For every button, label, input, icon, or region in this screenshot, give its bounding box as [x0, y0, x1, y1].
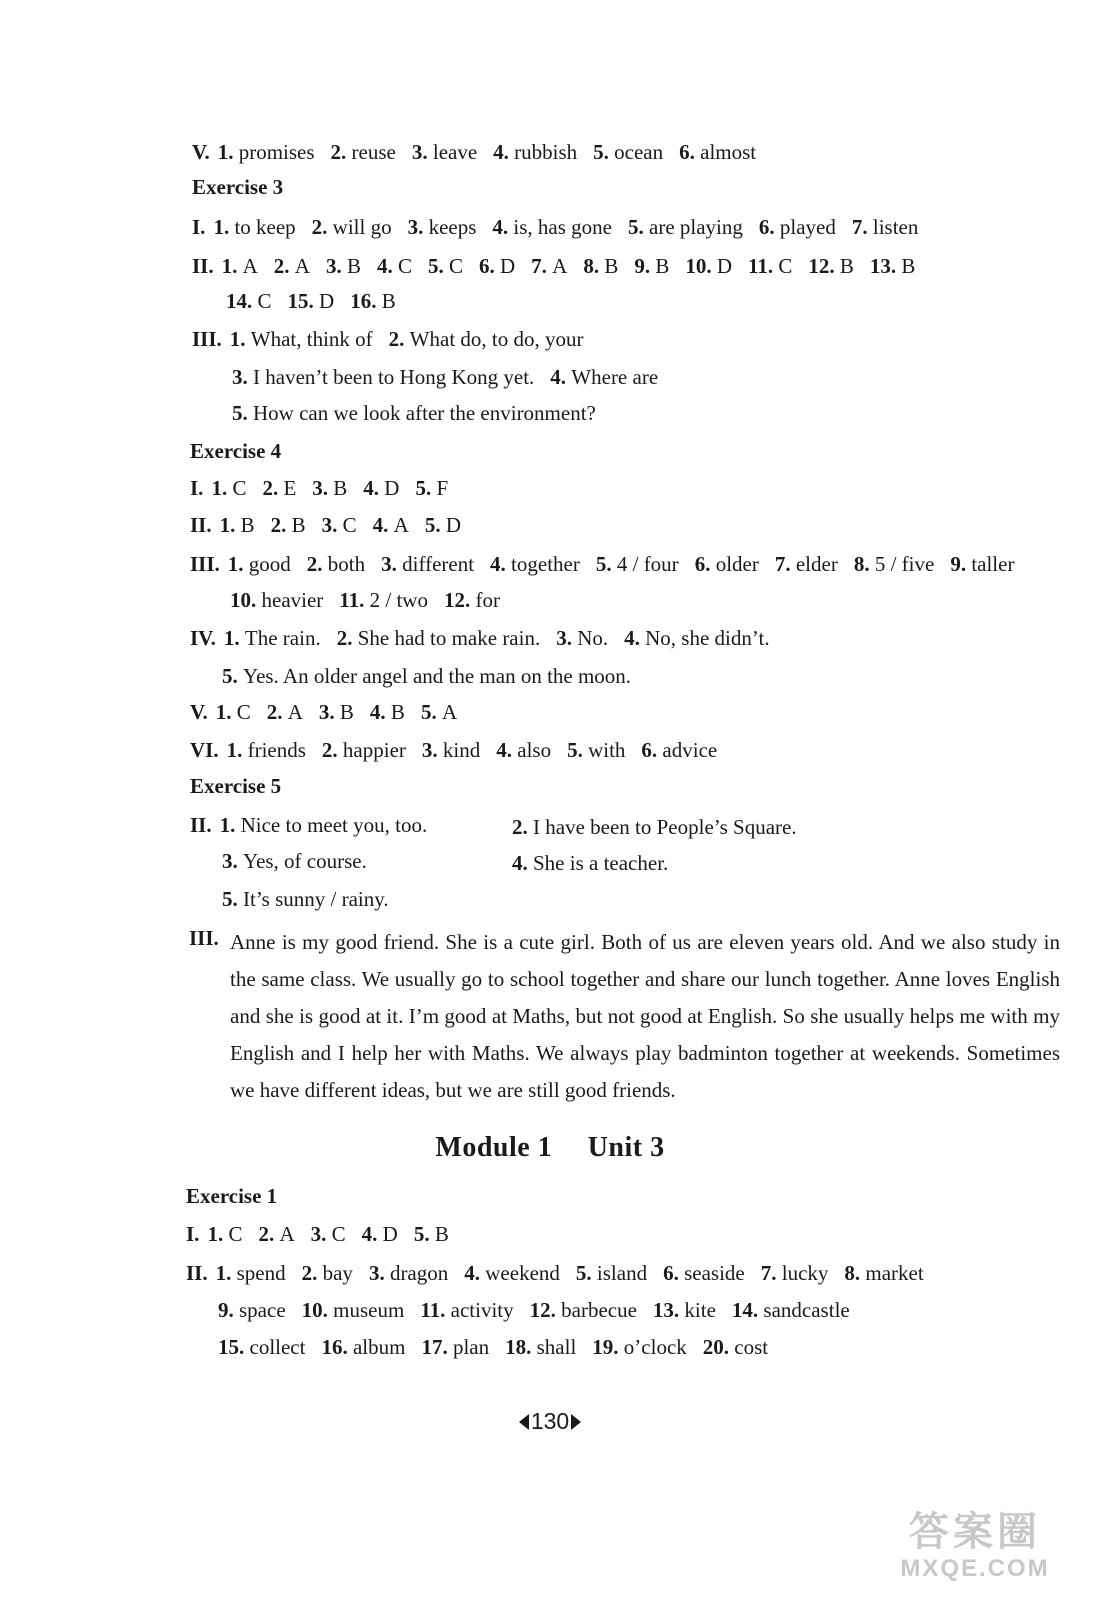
page-number-text: 130 — [530, 1408, 570, 1434]
answer-item: 2. reuse — [330, 140, 396, 164]
answer-line — [218, 1333, 784, 1361]
answer-item: 13. B — [869, 254, 916, 278]
answer-item: 9. B — [634, 254, 670, 278]
answer-item: 1. friends — [226, 738, 306, 762]
answer-line — [222, 847, 383, 875]
unit-title: Unit 3 — [587, 1132, 665, 1163]
module-heading — [0, 1132, 1100, 1164]
answer-item: 5. It’s sunny / rainy. — [222, 887, 389, 911]
right-triangle-icon — [571, 1414, 581, 1430]
answer-line — [190, 811, 443, 839]
answer-item: 1. spend — [215, 1261, 286, 1285]
answer-line — [190, 550, 1030, 578]
watermark-logo-text: 答案圈 — [909, 1510, 1041, 1554]
answer-item: 1. good — [227, 552, 291, 576]
answer-item: 2. B — [270, 513, 306, 537]
section-roman-numeral: IV. — [190, 626, 216, 650]
answer-item: 1. to keep — [213, 215, 296, 239]
exercise-heading: Exercise 5 — [190, 774, 282, 798]
answer-item: 12. for — [443, 588, 500, 612]
answer-item: 4. D — [363, 476, 400, 500]
answer-item: 15. collect — [218, 1335, 306, 1359]
section-roman-numeral: III. — [189, 926, 219, 950]
page-number — [0, 1408, 1100, 1435]
answer-item: 13. kite — [652, 1298, 716, 1322]
answer-item: 2. both — [306, 552, 366, 576]
answer-item: 1. C — [211, 476, 247, 500]
section-roman-numeral: III. — [190, 552, 220, 576]
answer-item: 1. A — [221, 254, 258, 278]
answer-item: 8. 5 / five — [853, 552, 935, 576]
model-essay-paragraph: Anne is my good friend. She is a cute girl. Both of us are eleven years old. And we also study in the same class. We usually go to school together and share our lunch together. Anne loves English and she is good at it. I’m good at Maths, but not good at English. So she usually helps me with my English and I help her with Maths. We always play badminton together at weekends. Sometimes we have different ideas, but we are still good friends. — [230, 930, 1060, 1102]
section-roman-numeral: VI. — [190, 738, 219, 762]
answer-item: 2. will go — [311, 215, 392, 239]
answer-item: 1. What, think of — [229, 327, 373, 351]
answer-item: 7. listen — [851, 215, 919, 239]
answer-item: 3. I haven’t been to Hong Kong yet. — [232, 365, 535, 389]
answer-item: 2. happier — [321, 738, 406, 762]
answer-item: 6. almost — [679, 140, 757, 164]
answer-item: 2. I have been to People’s Square. — [512, 815, 797, 839]
answer-item: 4. weekend — [464, 1261, 560, 1285]
answer-item: 2. bay — [301, 1261, 353, 1285]
answer-line — [218, 1296, 866, 1324]
answer-line — [512, 849, 684, 877]
answer-item: 3. C — [310, 1222, 346, 1246]
answer-item: 4. rubbish — [493, 140, 578, 164]
answer-item: 5. How can we look after the environment? — [232, 401, 596, 425]
section-roman-numeral: II. — [190, 813, 212, 837]
answer-item: 1. B — [219, 513, 255, 537]
answer-line — [186, 1259, 940, 1287]
answer-item: 9. space — [218, 1298, 286, 1322]
answer-item: 11. 2 / two — [339, 588, 428, 612]
answer-item: 16. B — [350, 289, 396, 313]
section-roman-numeral: I. — [186, 1222, 200, 1246]
answer-line — [192, 325, 599, 353]
answer-item: 4. She is a teacher. — [512, 851, 669, 875]
answer-item: 4. C — [376, 254, 412, 278]
answer-line — [186, 1220, 465, 1248]
answer-item: 9. taller — [950, 552, 1015, 576]
section-roman-numeral: V. — [192, 140, 210, 164]
answer-item: 3. B — [312, 476, 348, 500]
answer-item: 11. activity — [420, 1298, 514, 1322]
answer-item: 5. Yes. An older angel and the man on the moon. — [222, 664, 632, 688]
answer-line — [190, 736, 733, 764]
answer-item: 6. D — [479, 254, 516, 278]
answer-item: 2. She had to make rain. — [336, 626, 541, 650]
answer-line — [190, 511, 477, 539]
answer-item: 16. album — [321, 1335, 406, 1359]
answer-item: 5. A — [420, 700, 458, 724]
answer-line — [190, 698, 473, 726]
answer-item: 3. No. — [556, 626, 609, 650]
answer-item: 2. E — [262, 476, 297, 500]
answer-item: 3. B — [318, 700, 354, 724]
section-roman-numeral: I. — [190, 476, 204, 500]
answer-item: 3. different — [381, 552, 475, 576]
answer-item: 17. plan — [421, 1335, 490, 1359]
answer-item: 12. B — [808, 254, 854, 278]
answer-line — [192, 252, 931, 280]
answer-item: 4. No, she didn’t. — [624, 626, 770, 650]
answer-item: 5. ocean — [593, 140, 664, 164]
answer-item: 3. keeps — [407, 215, 477, 239]
answer-line — [512, 813, 813, 841]
answer-line — [232, 363, 674, 391]
section-roman-numeral: I. — [192, 215, 206, 239]
answer-item: 2. What do, to do, your — [388, 327, 584, 351]
answer-item: 5. C — [427, 254, 463, 278]
answer-item: 5. B — [413, 1222, 449, 1246]
answer-item: 4. Where are — [550, 365, 659, 389]
section-roman-numeral: II. — [192, 254, 214, 278]
answer-item: 3. B — [325, 254, 361, 278]
answer-item: 5. with — [567, 738, 626, 762]
exercise-heading: Exercise 3 — [192, 175, 284, 199]
answer-item: 2. A — [273, 254, 310, 278]
answer-item: 14. C — [226, 289, 272, 313]
answer-line — [192, 138, 772, 166]
answer-item: 1. promises — [217, 140, 315, 164]
answer-line — [190, 624, 786, 652]
section-roman-numeral: II. — [190, 513, 212, 537]
answer-item: 5. 4 / four — [595, 552, 679, 576]
answer-item: 6. older — [694, 552, 759, 576]
answer-item: 10. museum — [301, 1298, 405, 1322]
section-roman-numeral: III. — [192, 327, 222, 351]
answer-item: 10. D — [685, 254, 733, 278]
answer-line — [222, 885, 405, 913]
answer-item: 4. D — [361, 1222, 398, 1246]
watermark-logo — [880, 1508, 1070, 1588]
answer-line — [226, 287, 412, 315]
answer-item: 5. D — [424, 513, 461, 537]
answer-line — [222, 662, 647, 690]
exercise-heading: Exercise 4 — [190, 439, 282, 463]
answer-item: 1. The rain. — [223, 626, 321, 650]
answer-item: 12. barbecue — [529, 1298, 637, 1322]
answer-item: 1. Nice to meet you, too. — [219, 813, 428, 837]
answer-item: 5. island — [575, 1261, 648, 1285]
answer-line — [230, 586, 516, 614]
answer-item: 18. shall — [505, 1335, 577, 1359]
answer-item: 3. Yes, of course. — [222, 849, 367, 873]
answer-item: 6. seaside — [663, 1261, 745, 1285]
exercise-heading: Exercise 1 — [186, 1184, 278, 1208]
answer-line — [232, 399, 612, 427]
answer-item: 3. leave — [411, 140, 478, 164]
section-roman-numeral: II. — [186, 1261, 208, 1285]
answer-item: 5. F — [415, 476, 449, 500]
answer-item: 4. is, has gone — [492, 215, 612, 239]
answer-item: 7. elder — [774, 552, 838, 576]
answer-item: 8. market — [844, 1261, 924, 1285]
answer-item: 4. B — [369, 700, 405, 724]
answer-item: 5. are playing — [628, 215, 743, 239]
answer-item: 6. advice — [641, 738, 718, 762]
answer-item: 11. C — [748, 254, 793, 278]
answer-item: 10. heavier — [230, 588, 324, 612]
answer-line — [190, 474, 464, 502]
answer-item: 1. C — [215, 700, 251, 724]
answer-item: 14. sandcastle — [731, 1298, 850, 1322]
answer-item: 19. o’clock — [592, 1335, 687, 1359]
section-roman-numeral: V. — [190, 700, 208, 724]
answer-item: 7. lucky — [760, 1261, 829, 1285]
answer-item: 8. B — [583, 254, 619, 278]
answer-item: 3. dragon — [368, 1261, 449, 1285]
answer-item: 3. C — [321, 513, 357, 537]
answer-item: 3. kind — [421, 738, 481, 762]
answer-line — [192, 213, 934, 241]
answer-item: 6. played — [758, 215, 836, 239]
answer-item: 4. also — [496, 738, 552, 762]
answer-item: 4. together — [490, 552, 580, 576]
answer-item: 1. C — [207, 1222, 243, 1246]
answer-item: 2. A — [266, 700, 303, 724]
left-triangle-icon — [519, 1414, 529, 1430]
answer-item: 4. A — [372, 513, 409, 537]
watermark-site-text: MXQE.COM — [900, 1555, 1050, 1582]
answer-item: 20. cost — [702, 1335, 769, 1359]
answer-item: 7. A — [531, 254, 568, 278]
answer-item: 2. A — [258, 1222, 295, 1246]
module-title: Module 1 — [435, 1132, 553, 1163]
answer-item: 15. D — [287, 289, 335, 313]
